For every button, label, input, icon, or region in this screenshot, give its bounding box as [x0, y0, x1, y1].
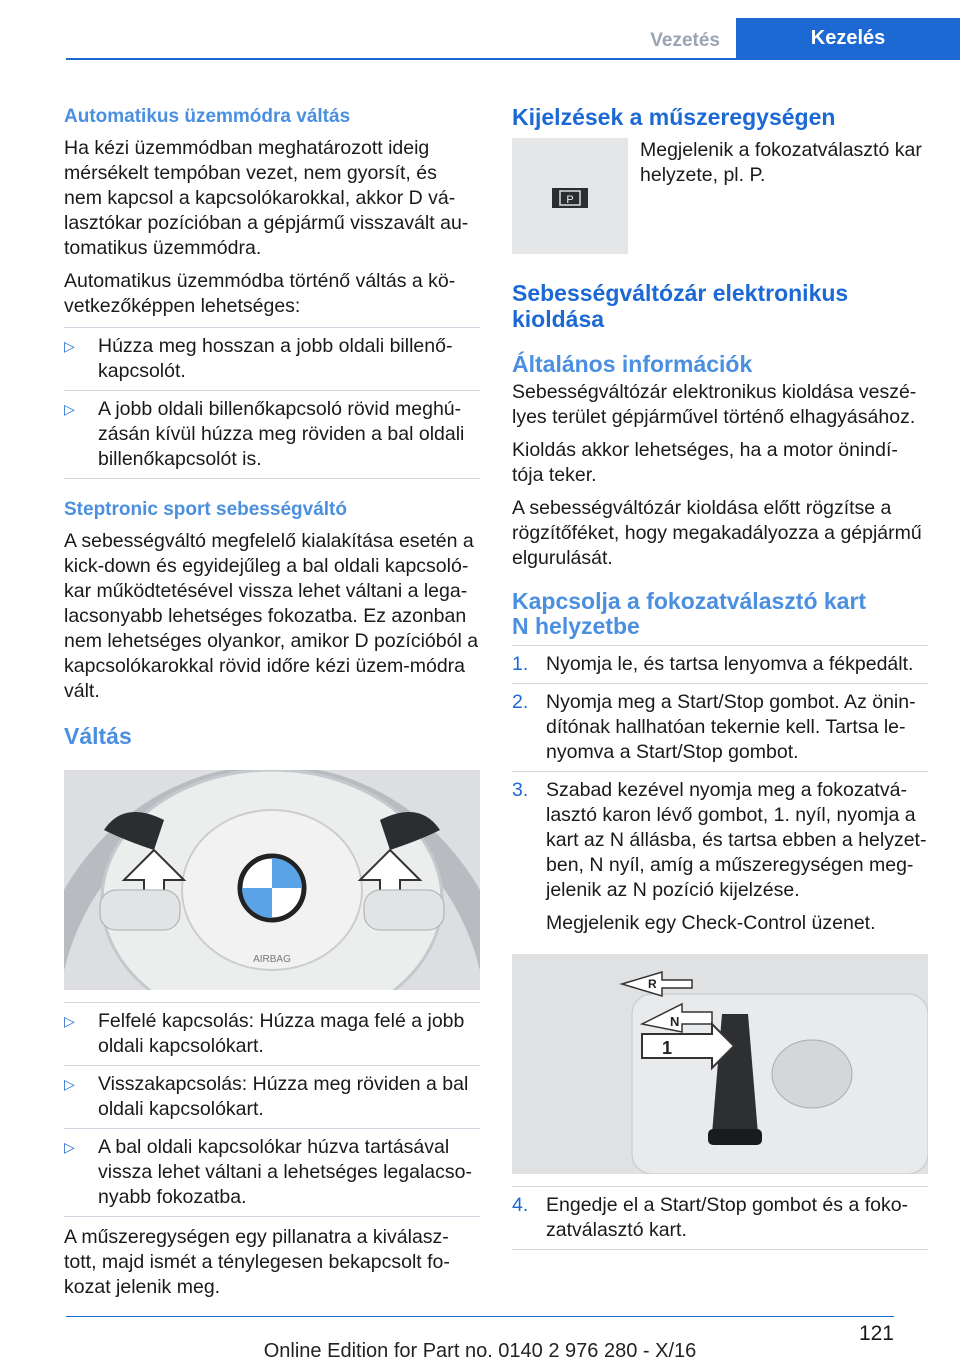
general-heading: Általános információk	[512, 351, 753, 377]
kijelzes-text: Megjelenik a fokozatválasztó kar helyzete, pl. P.	[640, 139, 922, 186]
section-tab-kezeles[interactable]: Kezelés	[736, 18, 960, 58]
list-item: ▷ Visszakapcsolás: Húzza meg röviden a bal oldali kapcsolókart.	[64, 1066, 480, 1129]
header-rule	[66, 58, 960, 60]
kijelzes-heading: Kijelzések a műszeregységen	[512, 104, 836, 130]
page-header	[66, 0, 960, 60]
list-item: 2. Nyomja meg a Start/Stop gombot. Az önin-dítónak hallhatóan tekernie kell. Tartsa le-nyomva a Start/Stop gombot.	[512, 684, 928, 772]
p-icon-label: P	[566, 194, 574, 206]
footer-rule	[66, 1316, 894, 1317]
general-paragraph-1: Sebességváltózár elektronikus kioldása veszé-lyes terület gépjárművel történő elhagyásához.	[512, 381, 917, 428]
page-number: 121	[858, 1322, 894, 1345]
triangle-bullet-icon: ▷	[64, 1076, 75, 1092]
instrument-display-image	[512, 138, 628, 254]
one-arrow-label: 1	[662, 1038, 673, 1058]
steering-wheel-illustration	[64, 770, 480, 990]
triangle-bullet-icon: ▷	[64, 401, 75, 417]
valtas-heading: Váltás	[64, 723, 132, 749]
sport-paragraph: A sebességváltó megfelelő kialakítása esetén a kick-down és egyidejűleg a bal oldali kapcsoló-kar működtetésével vissza lehet váltani a lega-lacsonyabb lehetséges fokozatba. Ez azonban nem lehetséges olyankor, amikor D pozícióból a kapcsolókarokkal rövid időre kézi üzem-módra vált.	[64, 530, 479, 702]
page-footer	[0, 1316, 960, 1362]
auto-heading: Automatikus üzemmódra váltás	[64, 106, 351, 127]
neutral-heading: Kapcsolja a fokozatválasztó kart N helyzetbe	[512, 588, 867, 639]
valtas-paragraph: A műszeregységen egy pillanatra a kiválasz-tott, majd ismét a ténylegesen bekapcsolt fo-kozat jelenik meg.	[64, 1226, 450, 1298]
display-row	[512, 138, 928, 254]
steering-wheel-graphic	[64, 770, 480, 990]
neutral-steps-list-cont	[512, 1186, 928, 1250]
auto-bullet-list	[64, 327, 480, 479]
auto-paragraph-1: Ha kézi üzemmódban meghatározott ideig mérsékelt tempóban vezet, nem gyorsít, és nem kapcsol a kapcsolókarokkal, akkor D vá-lasztókar pozícióban a gépjármű visszavált au-tomatikus üzemmódra.	[64, 137, 469, 259]
gear-selector-illustration	[512, 954, 928, 1174]
left-column	[64, 104, 480, 1308]
general-paragraph-3: A sebességváltózár kioldása előtt rögzítse a rögzítőféket, hogy megakadályozza a gépjármű elgurulását.	[512, 497, 922, 569]
triangle-bullet-icon: ▷	[64, 338, 75, 354]
list-item: 1. Nyomja le, és tartsa lenyomva a fékpedált.	[512, 646, 928, 684]
triangle-bullet-icon: ▷	[64, 1139, 75, 1155]
triangle-bullet-icon: ▷	[64, 1013, 75, 1029]
list-item: ▷ A bal oldali kapcsolókar húzva tartásával vissza lehet váltani a lehetséges legalacso-nyabb fokozatba.	[64, 1129, 480, 1217]
valtas-bullet-list	[64, 1002, 480, 1217]
r-arrow-label: R	[648, 977, 657, 991]
list-item: ▷ Húzza meg hosszan a jobb oldali billenő-kapcsolót.	[64, 328, 480, 391]
p-indicator-graphic	[512, 138, 628, 254]
list-item: 3. Szabad kezével nyomja meg a fokozatvá-lasztó karon lévő gombot, 1. nyíl, nyomja a kart az N állásba, és tartsa ebben a helyzet-ben, N nyíl, amíg a műszeregységen meg-jelenik az N pozíció kijelzése. Megjelenik egy Check-Control üzenet.	[512, 779, 927, 934]
edition-text: Online Edition for Part no. 0140 2 976 280 - X/16	[263, 1340, 697, 1362]
list-item: ▷ Felfelé kapcsolás: Húzza maga felé a jobb oldali kapcsolókart.	[64, 1003, 480, 1066]
general-paragraph-2: Kioldás akkor lehetséges, ha a motor önindí-tója teker.	[512, 439, 898, 486]
airbag-label: AIRBAG	[253, 954, 291, 965]
sport-heading: Steptronic sport sebességváltó	[64, 499, 347, 520]
neutral-steps-list	[512, 645, 928, 942]
right-column	[512, 104, 928, 1250]
section-tab-vezetes[interactable]: Vezetés	[650, 30, 720, 51]
step3-note: Megjelenik egy Check-Control üzenet.	[546, 912, 876, 934]
release-heading: Sebességváltózár elektronikus kioldása	[512, 280, 849, 332]
auto-paragraph-2: Automatikus üzemmódba történő váltás a kö-vetkezőképpen lehetséges:	[64, 270, 456, 317]
n-arrow-label: N	[670, 1014, 680, 1029]
list-item: ▷ A jobb oldali billenőkapcsoló rövid meghú-zásán kívül húzza meg röviden a bal oldali billenőkapcsolót is.	[64, 391, 480, 479]
list-item: 4. Engedje el a Start/Stop gombot és a foko-zatválasztó kart.	[512, 1187, 928, 1250]
gear-selector-graphic	[512, 954, 928, 1174]
